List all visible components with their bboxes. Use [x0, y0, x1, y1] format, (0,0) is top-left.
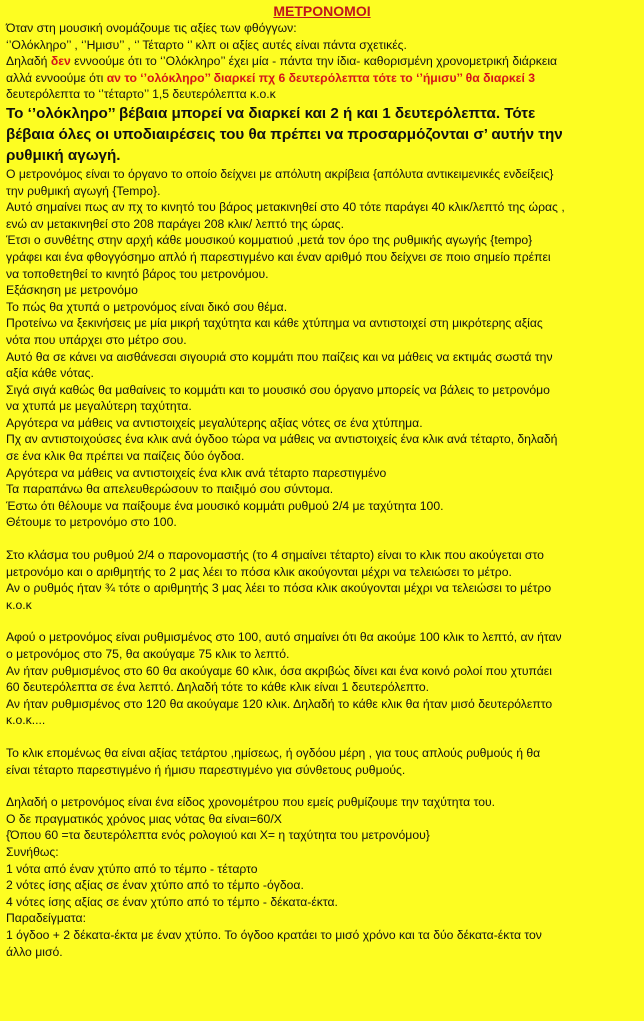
intro-line: Όταν στη μουσική ονομάζουμε τις αξίες των φθόγγων:: [6, 21, 297, 35]
text-line: αξία κάθε νότας.: [6, 366, 94, 381]
text-line: άλλο μισό.: [6, 944, 63, 959]
text-line: σε ένα κλικ θα πρέπει να παίζεις δύο όγδοα.: [6, 449, 245, 464]
text-line: Αυτό θα σε κάνει να αισθάνεσαι σιγουριά στο κομμάτι που παίζεις και να μάθεις να εκτιμάς σωστά την: [6, 349, 553, 364]
text-line: 2 νότες ίσης αξίας σε έναν χτύπο από το τέμπο -όγδοα.: [6, 878, 304, 893]
text-line: Ο δε πραγματικός χρόνος μιας νότας θα είναι=60/Χ: [6, 811, 282, 826]
bold-statement: [6, 103, 638, 166]
text-line: νότα που υπάρχει στο μέτρο σου.: [6, 332, 187, 347]
text-line: Δηλαδή ο μετρονόμος είναι ένα είδος χρονομέτρου που εμείς ρυθμίζουμε την ταχύτητα του.: [6, 795, 496, 810]
text-line: Έτσι ο συνθέτης στην αρχή κάθε μουσικού κομματιού ,μετά τον όρο της ρυθμικής αγωγής {tempo}: [6, 233, 533, 248]
text-line: Το πώς θα χτυπά ο μετρονόμος είναι δικό σου θέμα.: [6, 299, 288, 314]
text-line: μετρονόμο και ο αριθμητής το 2 μας λέει το πόσα κλικ ακούγονται μέχρι να τελειώσει το μέτρο.: [6, 564, 512, 579]
text-line: Τα παραπάνω θα απελευθερώσουν το παιξιμό σου σύντομα.: [6, 482, 334, 497]
text-line: {Όπου 60 =τα δευτερόλεπτα ενός ρολογιού και Χ= η ταχύτητα του μετρονόμου}: [6, 828, 430, 843]
bold-line: ρυθμική αγωγή.: [6, 146, 121, 164]
text-line: κ.ο.κ: [6, 597, 32, 612]
text-run: αλλά εννοούμε ότι: [6, 70, 107, 85]
text-line: ο μετρονόμος στο 75, θα ακούγαμε 75 κλικ το λεπτό.: [6, 647, 290, 661]
intro-line: [6, 70, 638, 87]
text-line: 4 νότες ίσης αξίας σε έναν χτύπο από το τέμπο - δέκατα-έκτα.: [6, 894, 338, 909]
text-line: είναι τέταρτο παρεστιγμένο ή ήμισυ παρεστιγμένο για σύνθετους ρυθμούς.: [6, 762, 406, 777]
text-line: Πχ αν αντιστοιχούσες ένα κλικ ανά όγδοο τώρα να μάθεις να αντιστοιχείς ένα κλικ ανά τέταρτο, δηλαδή: [6, 432, 558, 447]
text-line: κ.ο.κ....: [6, 713, 46, 728]
intro-line: ‘’Ολόκληρο’’ , ‘’Ημισυ’’ , ‘’ Τέταρτο ‘’ κλπ οι αξίες αυτές είναι πάντα σχετικές.: [6, 37, 407, 52]
text-line: να χτυπά με μεγαλύτερη ταχύτητα.: [6, 399, 192, 414]
text-line: να τοποθετηθεί το κινητό βάρος του μετρονόμου.: [6, 266, 269, 281]
text-line: 1 όγδοο + 2 δέκατα-έκτα με έναν χτύπο. Το όγδοο κρατάει το μισό χρόνο και τα δύο δέκατα-έκτα τον: [6, 927, 542, 942]
text-line: την ρυθμική αγωγή {Tempo}.: [6, 183, 161, 198]
text-line: Αν ήταν ρυθμισμένος στο 120 θα ακούγαμε 120 κλικ. Δηλαδή το κάθε κλικ θα ήταν μισό δευτερόλεπτο: [6, 696, 553, 711]
paragraph-time-signature: [6, 547, 638, 613]
text-run: εννοούμε ότι το ‘’Ολόκληρο’’ έχει μία - πάντα την ίδια- καθορισμένη χρονομετρική διάρκεια: [70, 54, 558, 69]
paragraph-click-values: [6, 745, 638, 778]
text-line: Αργότερα να μάθεις να αντιστοιχείς μεγαλύτερης αξίας νότες σε ένα χτύπημα.: [6, 415, 423, 430]
intro-line: δευτερόλεπτα το ‘’τέταρτο’’ 1,5 δευτερόλεπτα κ.ο.κ: [6, 87, 276, 102]
text-run: Δηλαδή: [6, 54, 51, 69]
text-line: Ο μετρονόμος είναι το όργανο το οποίο δείχνει με απόλυτη ακρίβεια {απόλυτα αντικειμενικές ενδείξεις}: [6, 166, 554, 181]
text-line: Στο κλάσμα του ρυθμού 2/4 ο παρονομαστής (το 4 σημαίνει τέταρτο) είναι το κλικ που ακούγεται στο: [6, 548, 544, 563]
paragraph-metronome: [6, 166, 638, 531]
spacer: [6, 531, 638, 547]
intro-line: [6, 53, 638, 70]
paragraph-clicks-per-minute: [6, 629, 638, 729]
spacer: [6, 729, 638, 745]
bold-line: Το ‘’ολόκληρο’’ βέβαια μπορεί να διαρκεί και 2 ή και 1 δευτερόλεπτα. Τότε: [6, 104, 536, 122]
emphasis-example: αν το ‘’ολόκληρο’’ διαρκεί πχ 6 δευτερόλεπτα τότε το ‘’ήμισυ’’ θα διαρκεί 3: [106, 70, 536, 85]
text-line: Το κλικ επομένως θα είναι αξίας τετάρτου ,ημίσεως, ή ογδόου μέρη , για τους απλούς ρυθμούς ή θα: [6, 745, 541, 760]
spacer: [6, 613, 638, 629]
text-line: Θέτουμε το μετρονόμο στο 100.: [6, 515, 177, 530]
intro-section: [6, 20, 638, 103]
text-line: γράφει και ένα φθογγόσημο απλό ή παρεστιγμένο και έναν αριθμό που δείχνει σε ποιο σημείο πρέπει: [6, 249, 551, 264]
text-line: ενώ αν μετακινηθεί στο 208 παράγει 208 κλικ/ λεπτό της ώρας.: [6, 216, 345, 231]
text-line: Έστω ότι θέλουμε να παίξουμε ένα μουσικό κομμάτι ρυθμού 2/4 με ταχύτητα 100.: [6, 498, 444, 513]
spacer: [6, 778, 638, 794]
text-line: Αφού ο μετρονόμος είναι ρυθμισμένος στο 100, αυτό σημαίνει ότι θα ακούμε 100 κλικ το λεπτό, αν ήταν: [6, 630, 562, 645]
text-line: Εξάσκηση με μετρονόμο: [6, 283, 138, 298]
page-title: ΜΕΤΡΟΝΟΜΟΙ: [273, 3, 371, 19]
text-line: 60 δευτερόλεπτα σε ένα λεπτό. Δηλαδή τότε το κάθε κλικ είναι 1 δευτερόλεπτο.: [6, 680, 430, 695]
text-line: Συνήθως:: [6, 844, 59, 859]
text-line: Σιγά σιγά καθώς θα μαθαίνεις το κομμάτι και το μουσικό σου όργανο μπορείς να βάλεις το μετρονόμο: [6, 382, 550, 397]
text-line: 1 νότα από έναν χτύπο από το τέμπο - τέταρτο: [6, 861, 258, 876]
paragraph-formula: [6, 794, 638, 960]
text-line: Αν ήταν ρυθμισμένος στο 60 θα ακούγαμε 60 κλικ, όσα ακριβώς δίνει και ένα κοινό ρολοί που χτυπάει: [6, 663, 552, 678]
text-line: Προτείνω να ξεκινήσεις με μία μικρή ταχύτητα και κάθε χτύπημα να αντιστοιχεί στη μικρότερης αξίας: [6, 316, 543, 331]
text-line: Αργότερα να μάθεις να αντιστοιχείς ένα κλικ ανά τέταρτο παρεστιγμένο: [6, 465, 387, 480]
emphasis-den: δεν: [50, 54, 71, 69]
text-line: Παραδείγματα:: [6, 911, 86, 926]
bold-line: βέβαια όλες οι υποδιαιρέσεις του θα πρέπει να προσαρμόζονται σ’ αυτήν την: [6, 125, 563, 143]
text-line: Αυτό σημαίνει πως αν πχ το κινητό του βάρος μετακινηθεί στο 40 τότε παράγει 40 κλικ/λεπτό της ώρας ,: [6, 200, 565, 215]
text-line: Αν ο ρυθμός ήταν ¾ τότε ο αριθμητής 3 μας λέει το πόσα κλικ ακούγονται μέχρι να τελειώσει το μέτρο: [6, 581, 552, 596]
